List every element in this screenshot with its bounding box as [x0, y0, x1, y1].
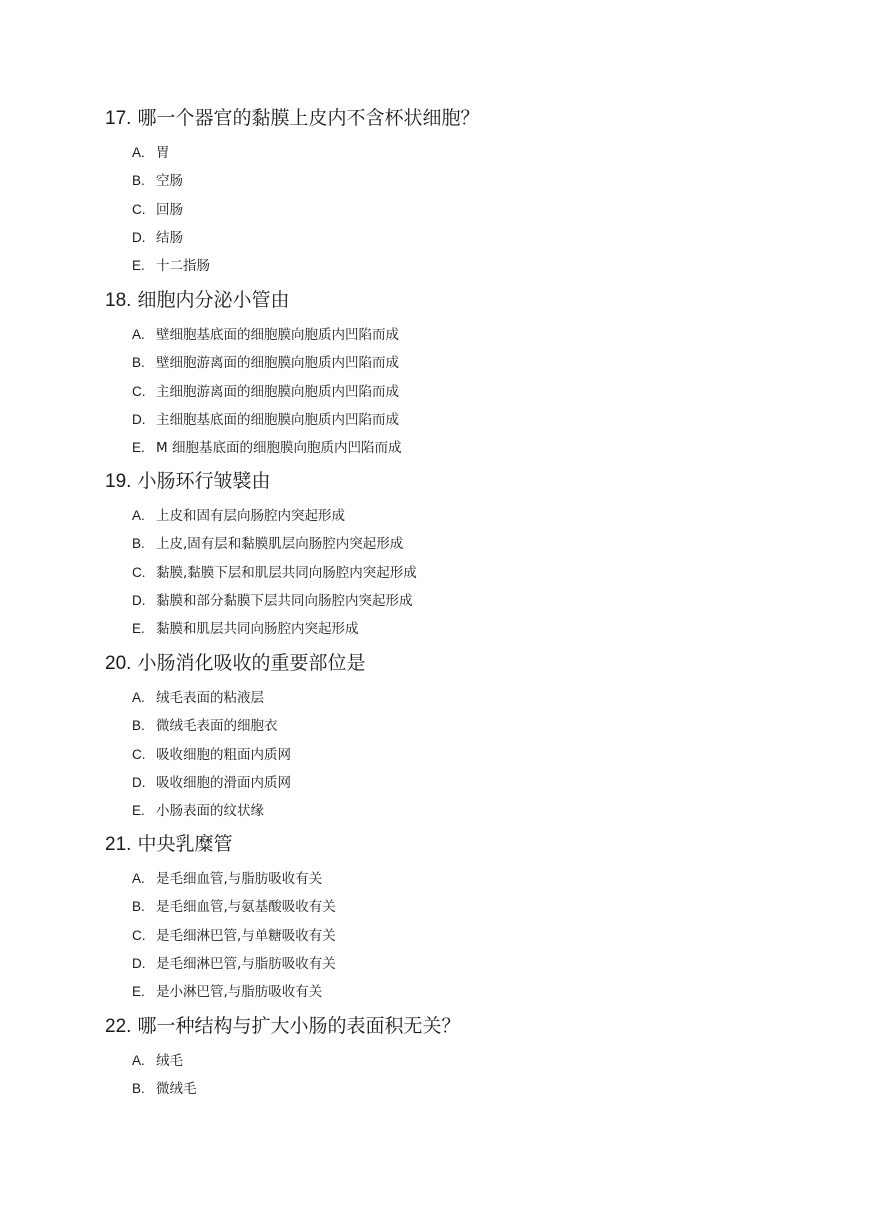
option-text: 微绒毛表面的细胞衣: [156, 718, 278, 735]
question-title: [105, 466, 825, 496]
option-letter: E.: [132, 440, 145, 456]
option-text: 绒毛: [156, 1053, 183, 1069]
question-number: 18.: [105, 290, 132, 311]
option-letter: C.: [132, 383, 146, 399]
option-letter: A.: [132, 690, 145, 705]
option-b: [132, 530, 825, 558]
question-title: [105, 285, 825, 315]
option-text: 是毛细血管,与氨基酸吸收有关: [156, 899, 336, 916]
option-letter: D.: [132, 774, 146, 790]
option-b: [132, 893, 825, 921]
option-text: 结肠: [156, 229, 183, 246]
option-d: [132, 587, 825, 615]
question-18: [105, 285, 825, 462]
option-c: [132, 559, 825, 587]
option-text: 是毛细血管,与脂肪吸收有关: [156, 871, 323, 887]
question-number: 21.: [105, 834, 132, 855]
option-text: 是毛细淋巴管,与单糖吸收有关: [156, 927, 336, 944]
option-c: [132, 378, 825, 406]
option-letter: C.: [132, 201, 146, 217]
option-a: [132, 865, 825, 893]
question-text: 小肠环行皱襞由: [137, 470, 271, 492]
option-letter: A.: [132, 871, 145, 886]
option-letter: A.: [132, 508, 145, 523]
question-number: 17.: [105, 108, 132, 129]
option-text: 绒毛表面的粘液层: [156, 690, 264, 706]
option-b: [132, 712, 825, 740]
option-list: [132, 139, 825, 280]
option-list: [132, 1047, 825, 1104]
option-letter: D.: [132, 592, 146, 608]
option-a: [132, 1047, 825, 1075]
option-b: [132, 167, 825, 195]
question-title: [105, 648, 825, 678]
option-letter: D.: [132, 955, 146, 971]
option-letter: C.: [132, 564, 146, 580]
option-text: 是小淋巴管,与脂肪吸收有关: [156, 984, 323, 1001]
option-letter: A.: [132, 327, 145, 342]
option-text: 主细胞基底面的细胞膜向胞质内凹陷而成: [156, 411, 399, 428]
option-letter: B.: [132, 718, 145, 734]
option-text: 十二指肠: [156, 258, 210, 275]
option-d: [132, 224, 825, 252]
option-letter: E.: [132, 621, 145, 637]
question-22: [105, 1011, 825, 1104]
question-number: 19.: [105, 471, 132, 492]
option-letter: E.: [132, 984, 145, 1000]
option-a: [132, 684, 825, 712]
option-list: [132, 502, 825, 643]
question-text: 哪一个器官的黏膜上皮内不含杯状细胞？: [137, 107, 480, 129]
option-letter: B.: [132, 1081, 145, 1097]
option-text: 主细胞游离面的细胞膜向胞质内凹陷而成: [156, 383, 399, 400]
option-letter: E.: [132, 258, 145, 274]
option-list: [132, 865, 825, 1006]
question-text: 哪一种结构与扩大小肠的表面积无关？: [137, 1015, 461, 1037]
option-e: [132, 797, 825, 825]
option-letter: B.: [132, 899, 145, 915]
option-text: 上皮和固有层向肠腔内突起形成: [156, 508, 345, 524]
option-d: [132, 769, 825, 797]
option-letter: A.: [132, 1053, 145, 1068]
option-text: 壁细胞游离面的细胞膜向胞质内凹陷而成: [156, 355, 399, 372]
option-letter: E.: [132, 803, 145, 819]
option-e: [132, 615, 825, 643]
option-letter: A.: [132, 145, 145, 160]
question-21: [105, 829, 825, 1006]
option-e: [132, 434, 825, 462]
option-d: [132, 406, 825, 434]
option-list: [132, 684, 825, 825]
option-text: 是毛细淋巴管,与脂肪吸收有关: [156, 955, 336, 972]
option-text: 回肠: [156, 201, 183, 218]
option-letter: C.: [132, 746, 146, 762]
question-number: 20.: [105, 653, 132, 674]
option-a: [132, 502, 825, 530]
option-text: 黏膜,黏膜下层和肌层共同向肠腔内突起形成: [156, 564, 417, 581]
option-c: [132, 922, 825, 950]
option-b: [132, 349, 825, 377]
option-text: 吸收细胞的滑面内质网: [156, 774, 291, 791]
question-title: [105, 829, 825, 859]
option-e: [132, 978, 825, 1006]
option-text: 小肠表面的纹状缘: [156, 803, 264, 820]
question-number: 22.: [105, 1016, 132, 1037]
question-17: [105, 103, 825, 280]
option-c: [132, 741, 825, 769]
option-text: 上皮,固有层和黏膜肌层向肠腔内突起形成: [156, 536, 404, 553]
option-text: 吸收细胞的粗面内质网: [156, 746, 291, 763]
question-text: 小肠消化吸收的重要部位是: [137, 652, 366, 674]
option-text: 黏膜和肌层共同向肠腔内突起形成: [156, 621, 359, 638]
question-20: [105, 648, 825, 825]
question-text: 细胞内分泌小管由: [137, 289, 290, 311]
question-text: 中央乳糜管: [137, 833, 233, 855]
option-text: 黏膜和部分黏膜下层共同向肠腔内突起形成: [156, 592, 413, 609]
option-b: [132, 1075, 825, 1103]
option-a: [132, 139, 825, 167]
option-text: 微绒毛: [156, 1081, 197, 1098]
option-a: [132, 321, 825, 349]
option-text: 壁细胞基底面的细胞膜向胞质内凹陷而成: [156, 327, 399, 343]
question-19: [105, 466, 825, 643]
option-letter: B.: [132, 173, 145, 189]
option-c: [132, 196, 825, 224]
option-text: 空肠: [156, 173, 183, 190]
option-letter: C.: [132, 927, 146, 943]
option-letter: D.: [132, 229, 146, 245]
option-letter: D.: [132, 411, 146, 427]
option-text: M 细胞基底面的细胞膜向胞质内凹陷而成: [156, 440, 402, 457]
option-list: [132, 321, 825, 462]
option-e: [132, 252, 825, 280]
option-letter: B.: [132, 355, 145, 371]
question-title: [105, 1011, 825, 1041]
option-d: [132, 950, 825, 978]
option-letter: B.: [132, 536, 145, 552]
question-title: [105, 103, 825, 133]
option-text: 胃: [156, 145, 170, 161]
